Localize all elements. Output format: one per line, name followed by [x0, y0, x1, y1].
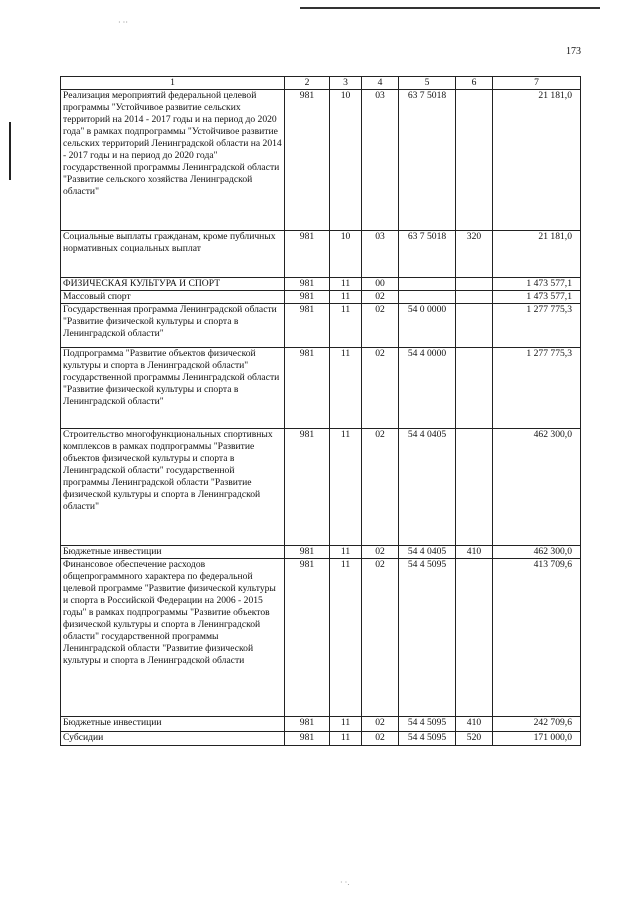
header-col-5: 5 — [399, 77, 456, 90]
cell-sum: 21 181,0 — [493, 90, 581, 231]
table-row — [61, 559, 581, 717]
scan-artifact: · ·. — [340, 878, 350, 887]
cell-vr — [456, 90, 493, 231]
cell-csr: 54 4 5095 — [399, 559, 456, 717]
cell-name: Реализация мероприятий федеральной целевой программы "Устойчивое развитие сельских территорий на 2014 - 2017 годы и на период до 2020 года" в рамках подпрограммы "Устойчивое развитие сельских территорий Ленинградской области на 2014 - 2017 годы и на период до 2020 года" государственной программы Ленинградской области "Развитие сельского хозяйства Ленинградской области" — [61, 90, 285, 231]
header-col-3: 3 — [330, 77, 362, 90]
table-row — [61, 90, 581, 231]
cell-pr: 00 — [362, 278, 399, 291]
header-col-6: 6 — [456, 77, 493, 90]
cell-csr: 54 4 0000 — [399, 348, 456, 429]
cell-sum: 171 000,0 — [493, 732, 581, 746]
cell-name: Массовый спорт — [61, 291, 285, 304]
scan-top-line — [300, 7, 600, 9]
cell-rz: 11 — [330, 291, 362, 304]
cell-rz: 11 — [330, 732, 362, 746]
cell-pr: 02 — [362, 732, 399, 746]
header-col-1: 1 — [61, 77, 285, 90]
cell-pr: 03 — [362, 90, 399, 231]
cell-ved: 981 — [285, 429, 330, 546]
table-row — [61, 717, 581, 732]
cell-csr — [399, 278, 456, 291]
table-row — [61, 348, 581, 429]
cell-name: Финансовое обеспечение расходов общепрограммного характера по федеральной целевой программе "Развитие физической культуры и спорта в Российской Федерации на 2006 - 2015 годы" в рамках подпрограммы "Развитие объектов физической культуры и спорта в Ленинградской области" государственной программы Ленинградской области "Развитие физической культуры и спорта в Ленинградской области — [61, 559, 285, 717]
header-col-7: 7 — [493, 77, 581, 90]
cell-name: Строительство многофункциональных спортивных комплексов в рамках подпрограммы "Развитие объектов физической культуры и спорта в Ленинградской области" государственной программы Ленинградской области "Развитие физической культуры и спорта в Ленинградской области" — [61, 429, 285, 546]
cell-csr: 54 4 5095 — [399, 732, 456, 746]
cell-name: Государственная программа Ленинградской области "Развитие физической культуры и спорта в Ленинградской области" — [61, 304, 285, 348]
cell-pr: 03 — [362, 231, 399, 278]
cell-pr: 02 — [362, 304, 399, 348]
cell-csr: 54 0 0000 — [399, 304, 456, 348]
cell-rz: 11 — [330, 304, 362, 348]
budget-table — [60, 76, 581, 746]
cell-vr: 520 — [456, 732, 493, 746]
cell-ved: 981 — [285, 559, 330, 717]
cell-vr — [456, 304, 493, 348]
cell-rz: 11 — [330, 278, 362, 291]
cell-sum: 413 709,6 — [493, 559, 581, 717]
table-row — [61, 291, 581, 304]
cell-sum: 462 300,0 — [493, 546, 581, 559]
cell-sum: 1 473 577,1 — [493, 291, 581, 304]
cell-pr: 02 — [362, 717, 399, 732]
cell-sum: 1 473 577,1 — [493, 278, 581, 291]
cell-pr: 02 — [362, 559, 399, 717]
cell-vr: 410 — [456, 546, 493, 559]
cell-vr — [456, 348, 493, 429]
cell-rz: 11 — [330, 546, 362, 559]
table-row — [61, 278, 581, 291]
cell-sum: 1 277 775,3 — [493, 348, 581, 429]
table-row — [61, 546, 581, 559]
scan-margin-mark — [9, 122, 11, 180]
cell-ved: 981 — [285, 291, 330, 304]
cell-name: Бюджетные инвестиции — [61, 717, 285, 732]
table-row — [61, 732, 581, 746]
cell-ved: 981 — [285, 304, 330, 348]
cell-name: Социальные выплаты гражданам, кроме публичных нормативных социальных выплат — [61, 231, 285, 278]
cell-csr: 63 7 5018 — [399, 90, 456, 231]
cell-name: ФИЗИЧЕСКАЯ КУЛЬТУРА И СПОРТ — [61, 278, 285, 291]
cell-csr: 54 4 5095 — [399, 717, 456, 732]
cell-rz: 11 — [330, 559, 362, 717]
cell-pr: 02 — [362, 429, 399, 546]
cell-ved: 981 — [285, 717, 330, 732]
page-number: 173 — [566, 46, 581, 57]
cell-name: Подпрограмма "Развитие объектов физической культуры и спорта в Ленинградской области" государственной программы Ленинградской области "Развитие физической культуры и спорта в Ленинградской области" — [61, 348, 285, 429]
cell-vr: 410 — [456, 717, 493, 732]
scan-artifact: · ·· — [118, 18, 128, 27]
cell-ved: 981 — [285, 546, 330, 559]
cell-ved: 981 — [285, 348, 330, 429]
cell-sum: 462 300,0 — [493, 429, 581, 546]
cell-sum: 242 709,6 — [493, 717, 581, 732]
cell-vr — [456, 429, 493, 546]
cell-rz: 10 — [330, 90, 362, 231]
cell-pr: 02 — [362, 546, 399, 559]
cell-pr: 02 — [362, 291, 399, 304]
cell-ved: 981 — [285, 732, 330, 746]
cell-vr — [456, 291, 493, 304]
table-row — [61, 429, 581, 546]
cell-vr: 320 — [456, 231, 493, 278]
cell-csr: 54 4 0405 — [399, 429, 456, 546]
table-row — [61, 304, 581, 348]
cell-sum: 21 181,0 — [493, 231, 581, 278]
header-col-4: 4 — [362, 77, 399, 90]
cell-name: Бюджетные инвестиции — [61, 546, 285, 559]
cell-ved: 981 — [285, 278, 330, 291]
cell-rz: 11 — [330, 429, 362, 546]
cell-rz: 11 — [330, 348, 362, 429]
cell-ved: 981 — [285, 231, 330, 278]
cell-vr — [456, 278, 493, 291]
cell-pr: 02 — [362, 348, 399, 429]
table-row — [61, 231, 581, 278]
cell-name: Субсидии — [61, 732, 285, 746]
cell-rz: 11 — [330, 717, 362, 732]
cell-csr: 54 4 0405 — [399, 546, 456, 559]
cell-ved: 981 — [285, 90, 330, 231]
header-col-2: 2 — [285, 77, 330, 90]
cell-csr: 63 7 5018 — [399, 231, 456, 278]
cell-rz: 10 — [330, 231, 362, 278]
cell-vr — [456, 559, 493, 717]
cell-sum: 1 277 775,3 — [493, 304, 581, 348]
cell-csr — [399, 291, 456, 304]
table-header-row — [61, 77, 581, 90]
